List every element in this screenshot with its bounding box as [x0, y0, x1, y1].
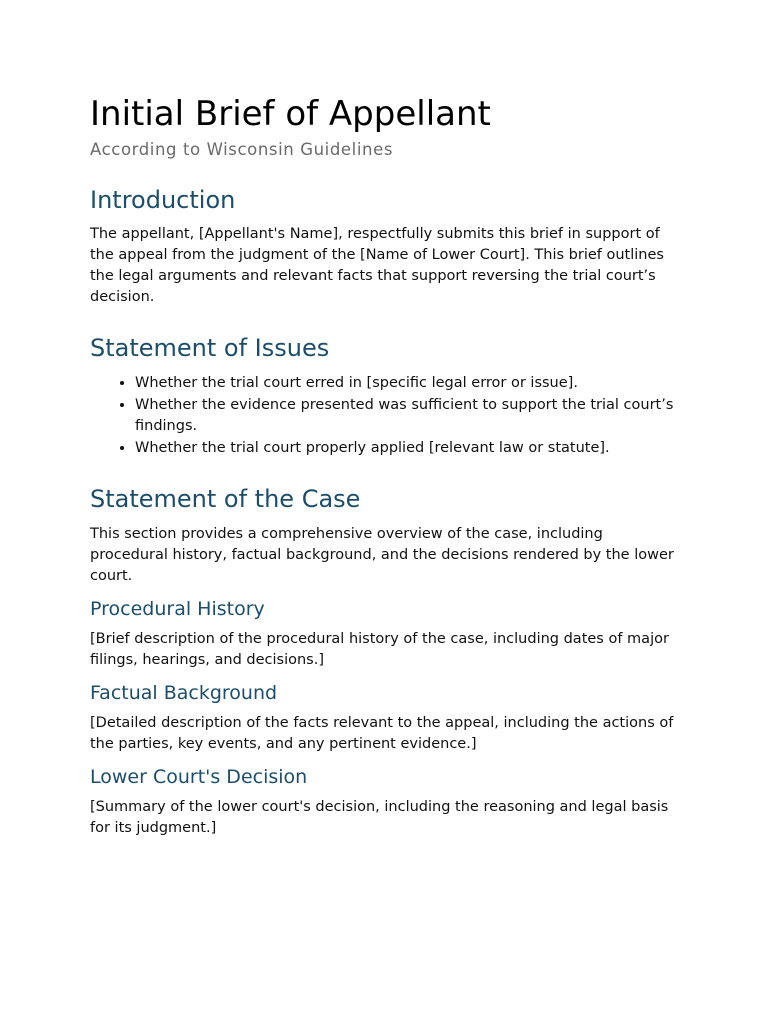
document-subtitle: According to Wisconsin Guidelines	[90, 140, 394, 159]
introduction-paragraph: The appellant, [Appellant's Name], respectfully submits this brief in support of the appeal from the judgment of the [Name of Lower Court]. This brief outlines the legal arguments and relevant facts that support reversing the trial court’s decision.	[90, 226, 664, 305]
statement-of-issues-section	[90, 332, 678, 459]
procedural-history-heading: Procedural History	[90, 598, 265, 620]
factual-background-paragraph: [Detailed description of the facts relevant to the appeal, including the actions of the parties, key events, and any pertinent evidence.]	[90, 715, 674, 752]
document-title: Initial Brief of Appellant	[90, 94, 491, 134]
factual-background-heading: Factual Background	[90, 682, 278, 704]
procedural-history-paragraph: [Brief description of the procedural history of the case, including dates of major filings, hearings, and decisions.]	[90, 631, 669, 668]
statement-of-case-paragraph: This section provides a comprehensive overview of the case, including procedural history, factual background, and the decisions rendered by the lower court.	[90, 526, 674, 584]
lower-court-decision-heading: Lower Court's Decision	[90, 766, 308, 788]
issue-item: • Whether the trial court properly applied [relevant law or statute].	[135, 438, 678, 459]
statement-of-case-heading: Statement of the Case	[90, 485, 361, 513]
introduction-heading: Introduction	[90, 186, 236, 214]
statement-of-case-section	[90, 483, 678, 839]
statement-of-issues-heading: Statement of Issues	[90, 334, 330, 362]
issue-item: • Whether the trial court erred in [specific legal error or issue].	[135, 373, 678, 394]
lower-court-decision-paragraph: [Summary of the lower court's decision, including the reasoning and legal basis for its judgment.]	[90, 799, 669, 836]
issue-item: • Whether the evidence presented was sufficient to support the trial court’s findings.	[135, 395, 678, 437]
introduction-section	[90, 184, 678, 308]
issues-list	[90, 373, 678, 459]
